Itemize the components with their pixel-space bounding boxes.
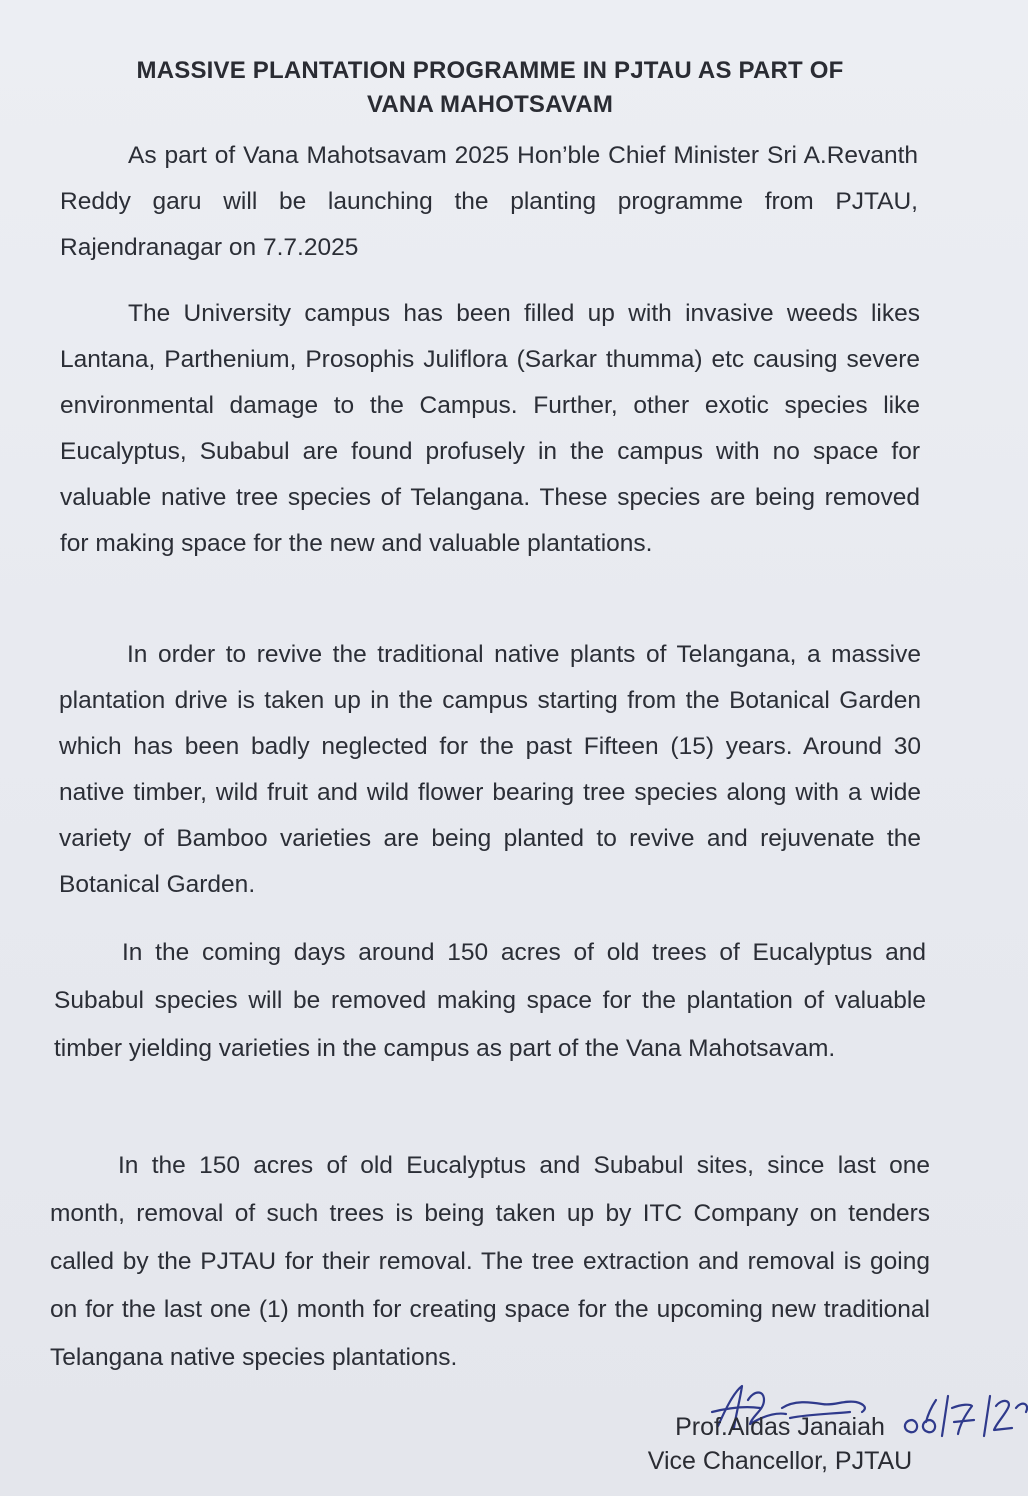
- signature-block: [620, 1410, 940, 1478]
- paragraph-tree-removal: In the 150 acres of old Eucalyptus and Subabul sites, since last one month, removal of such trees is being taken up by ITC Company on tenders called by the PJTAU for their removal. The tree extraction and removal is going on for the last one (1) month for creating space for the upcoming new traditional Telangana native species plantations.: [50, 1152, 930, 1371]
- paragraph-150-acres: In the coming days around 150 acres of old trees of Eucalyptus and Subabul species will be removed making space for the plantation of valuable timber yielding varieties in the campus as part of the Vana Mahotsavam.: [54, 939, 926, 1062]
- document-title: [60, 54, 920, 122]
- title-line-1: MASSIVE PLANTATION PROGRAMME IN PJTAU AS PART OF: [136, 57, 844, 84]
- title-line-2: VANA MAHOTSAVAM: [366, 91, 614, 118]
- paragraph-launch: As part of Vana Mahotsavam 2025 Hon’ble Chief Minister Sri A.Revanth Reddy garu will be launching the planting programme from PJTAU, Rajendranagar on 7.7.2025: [60, 142, 918, 261]
- signatory-name: Prof.Aldas Janaiah: [675, 1413, 885, 1441]
- paragraph-invasive-weeds: The University campus has been filled up with invasive weeds likes Lantana, Parthenium, Prosophis Juliflora (Sarkar thumma) etc causing severe environmental damage to the Campus. Further, other exotic species like Eucalyptus, Subabul are found profusely in the campus with no space for valuable native tree species of Telangana. These species are being removed for making space for the new and valuable plantations.: [60, 300, 920, 557]
- signatory-title: Vice Chancellor, PJTAU: [647, 1447, 913, 1475]
- paragraph-native-plants: In order to revive the traditional native plants of Telangana, a massive plantation drive is taken up in the campus starting from the Botanical Garden which has been badly neglected for the past Fifteen (15) years. Around 30 native timber, wild fruit and wild flower bearing tree species along with a wide variety of Bamboo varieties are being planted to revive and rejuvenate the Botanical Garden.: [59, 641, 921, 898]
